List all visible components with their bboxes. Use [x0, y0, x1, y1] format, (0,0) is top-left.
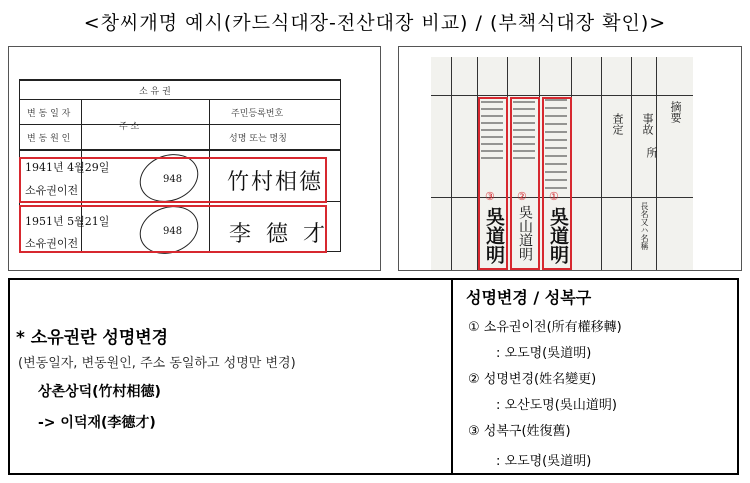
- circled-num-2: ②: [517, 190, 527, 203]
- item-1-value: : 오도명(吳道明): [496, 346, 592, 361]
- name-2-vertical: 吳山道明: [517, 205, 533, 261]
- entry2-name: 李 德 才: [229, 222, 329, 247]
- name-before: 상촌상덕(竹村相德): [38, 384, 161, 400]
- highlight-box-2: [19, 205, 327, 253]
- highlight-col-2: [510, 97, 540, 270]
- name-1-vertical: 吳道明: [547, 207, 569, 264]
- card-ledger-scan: [19, 79, 341, 271]
- remarks-label: 摘要: [669, 101, 682, 123]
- entry1-cause: 소유권이전: [25, 184, 79, 197]
- circled-num-3: ③: [485, 190, 495, 203]
- card-ledger-image: [8, 46, 381, 271]
- ownership-header: 소 유 권: [139, 87, 171, 97]
- change-note: (변동일자, 변동원인, 주소 동일하고 성명만 변경): [18, 356, 296, 371]
- highlight-col-3: [478, 97, 508, 270]
- item-1-label: ① 소유권이전(所有權移轉): [468, 320, 622, 335]
- highlight-col-1: [542, 97, 572, 270]
- item-3-label: ③ 성복구(姓復舊): [468, 424, 571, 439]
- book-ledger-image: [398, 46, 742, 271]
- address-col-label: 주 소: [119, 122, 140, 132]
- entry2-date: 1951년 5월21일: [25, 215, 110, 228]
- page-title: <창씨개명 예시(카드식대장-전산대장 비교) / (부책식대장 확인)>: [83, 12, 667, 34]
- assessment-label: 査定: [611, 113, 624, 135]
- explanation-box: [8, 278, 739, 475]
- right-heading: 성명변경 / 성복구: [466, 288, 592, 307]
- change-date-label: 변 동 일 자: [27, 109, 71, 119]
- highlight-box-1: [19, 157, 327, 203]
- item-2-label: ② 성명변경(姓名變更): [468, 372, 597, 387]
- change-cause-label: 변 동 원 인: [27, 134, 71, 144]
- entry1-date: 1941년 4월29일: [25, 161, 110, 174]
- id-number-col-label: 주민등록번호: [231, 109, 284, 119]
- explanation-divider: [451, 278, 453, 475]
- entry2-cause: 소유권이전: [25, 237, 79, 250]
- entry2-number: 948: [163, 226, 183, 237]
- entry1-number: 948: [163, 174, 183, 185]
- name-col-label: 성명 또는 명칭: [229, 134, 287, 144]
- item-2-value: : 오산도명(吳山道明): [496, 398, 617, 413]
- book-ledger-scan: [431, 57, 693, 270]
- event-label: 事故: [641, 113, 654, 135]
- circled-num-1: ①: [549, 190, 559, 203]
- item-3-value: : 오도명(吳道明): [496, 454, 592, 469]
- entry1-name: 竹村相德: [227, 170, 324, 195]
- name-after: -> 이덕재(李德才): [38, 415, 156, 431]
- place-label: 所: [645, 147, 658, 158]
- name-3-vertical: 吳道明: [483, 207, 505, 264]
- owner-name-label: 長名又ハ名稱: [640, 202, 649, 250]
- main-heading: * 소유권란 성명변경: [16, 328, 169, 348]
